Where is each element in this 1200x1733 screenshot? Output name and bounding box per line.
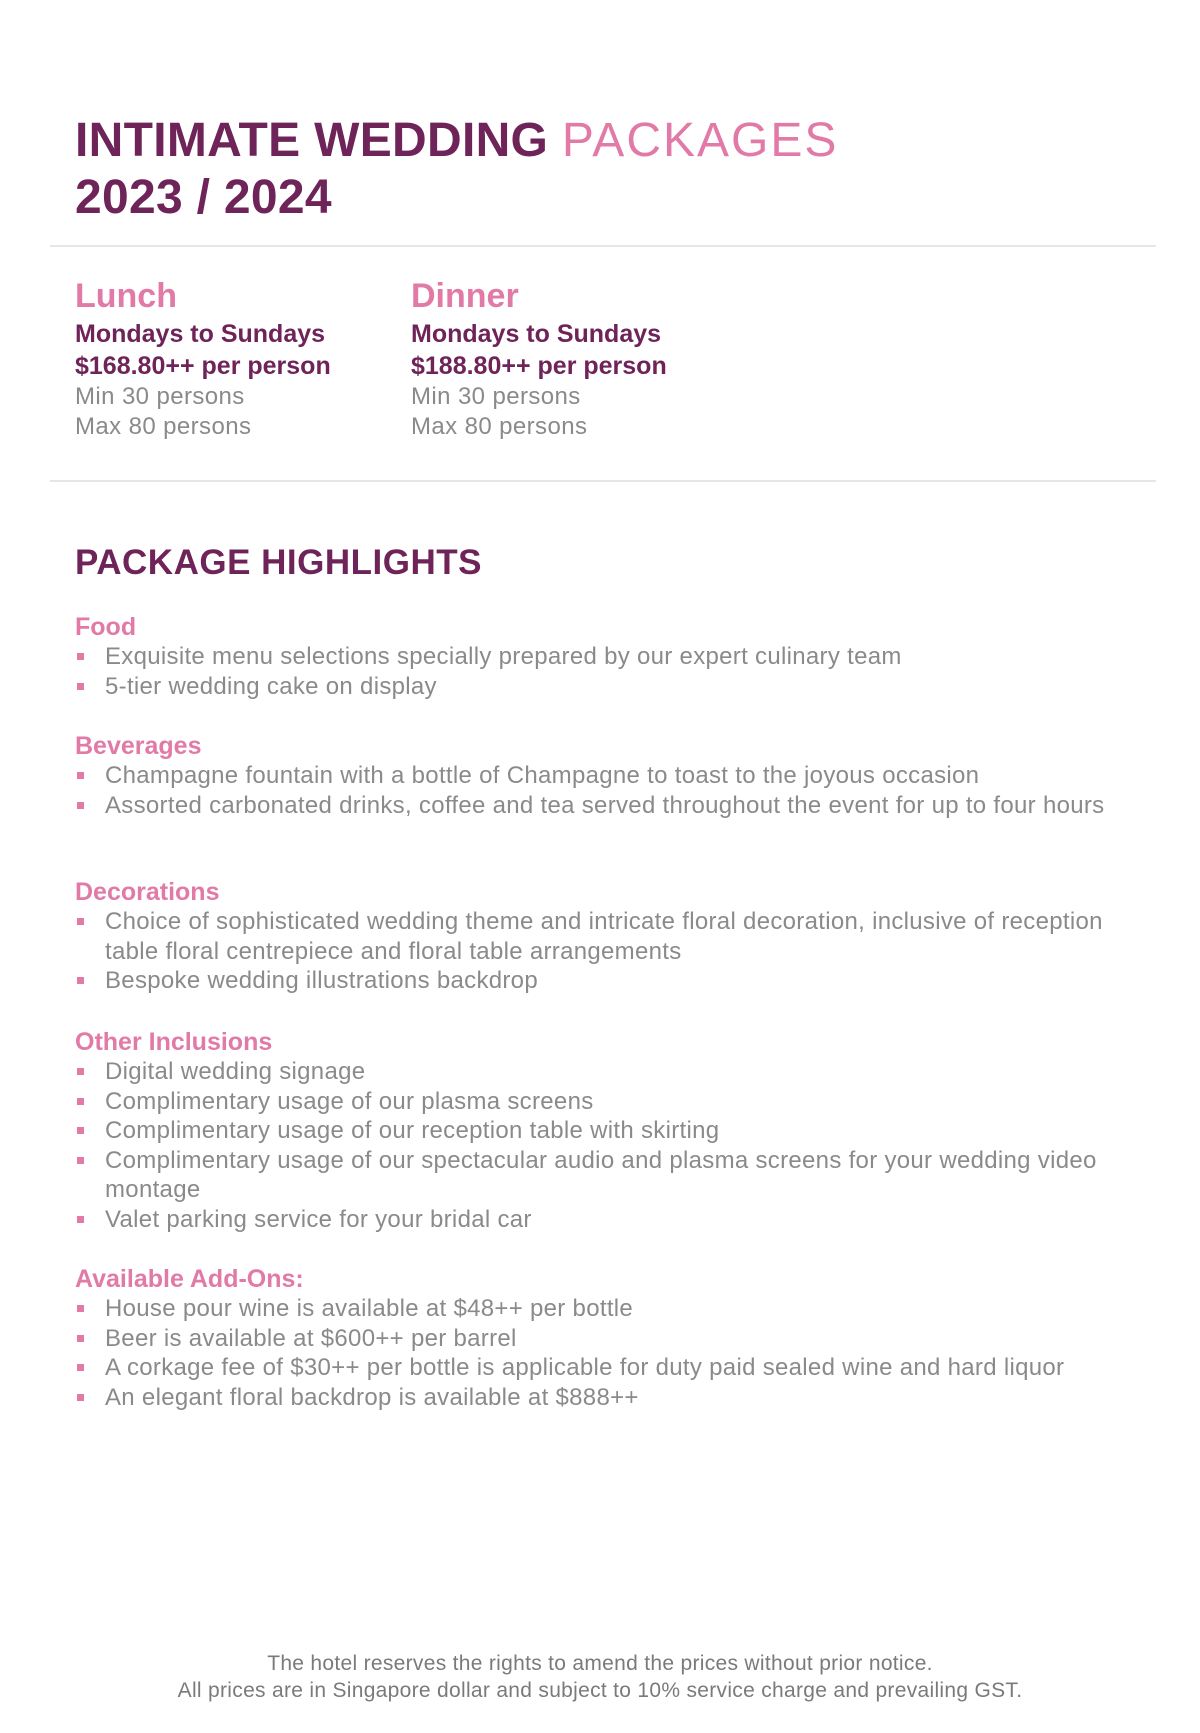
lunch-max: Max 80 persons xyxy=(75,413,252,440)
lunch-title: Lunch xyxy=(75,277,177,315)
highlights-title: PACKAGE HIGHLIGHTS xyxy=(75,543,482,582)
dinner-package xyxy=(411,274,741,442)
lunch-package xyxy=(75,274,405,442)
dinner-price: $188.80++ per person xyxy=(411,352,667,380)
section-decorations xyxy=(75,877,1155,996)
list-item-text: Digital wedding signage xyxy=(105,1058,366,1085)
section-food xyxy=(75,612,1155,701)
square-bullet-icon xyxy=(77,1335,84,1342)
square-bullet-icon xyxy=(77,1098,84,1105)
footer-notice: The hotel reserves the rights to amend the prices without prior notice. xyxy=(267,1652,933,1675)
square-bullet-icon xyxy=(77,1394,84,1401)
square-bullet-icon xyxy=(77,683,84,690)
square-bullet-icon xyxy=(77,977,84,984)
square-bullet-icon xyxy=(77,1364,84,1371)
dinner-title: Dinner xyxy=(411,277,519,315)
list-item-text: Beer is available at $600++ per barrel xyxy=(105,1324,517,1352)
list-item xyxy=(75,791,1155,821)
list-item xyxy=(75,1146,1155,1205)
bullet-list xyxy=(75,1294,1155,1412)
divider-top xyxy=(50,245,1156,247)
list-item xyxy=(75,1116,1155,1146)
lunch-days: Mondays to Sundays xyxy=(75,320,326,348)
title-years: 2023 / 2024 xyxy=(75,171,332,224)
bullet-list xyxy=(75,642,1155,701)
list-item-text: House pour wine is available at $48++ per bottle xyxy=(105,1295,634,1322)
list-item xyxy=(75,1205,1155,1235)
title-light: PACKAGES xyxy=(561,114,839,167)
section-title: Other Inclusions xyxy=(75,1028,273,1056)
list-item xyxy=(75,907,1155,966)
list-item-text: An elegant floral backdrop is available at $888++ xyxy=(105,1383,639,1411)
page-title xyxy=(75,112,838,226)
bullet-list xyxy=(75,1057,1155,1234)
list-item xyxy=(75,1383,1155,1413)
list-item-text: Exquisite menu selections specially prepared by our expert culinary team xyxy=(105,643,902,670)
square-bullet-icon xyxy=(77,772,84,779)
list-item xyxy=(75,1294,1155,1324)
list-item-text: Complimentary usage of our plasma screens xyxy=(105,1087,594,1115)
list-item-text: 5-tier wedding cake on display xyxy=(105,672,437,700)
list-item-text: Valet parking service for your bridal car xyxy=(105,1205,532,1233)
square-bullet-icon xyxy=(77,1068,84,1075)
section-title: Beverages xyxy=(75,732,202,760)
divider-middle xyxy=(50,480,1156,482)
section-title: Decorations xyxy=(75,878,220,906)
list-item xyxy=(75,642,1155,672)
dinner-max: Max 80 persons xyxy=(411,413,588,440)
list-item-text: Champagne fountain with a bottle of Champagne to toast to the joyous occasion xyxy=(105,762,980,789)
section-title: Food xyxy=(75,613,137,641)
lunch-price: $168.80++ per person xyxy=(75,352,331,380)
dinner-min: Min 30 persons xyxy=(411,383,581,410)
list-item-text: Bespoke wedding illustrations backdrop xyxy=(105,967,538,994)
lunch-min: Min 30 persons xyxy=(75,383,245,410)
square-bullet-icon xyxy=(77,1127,84,1134)
list-item xyxy=(75,1057,1155,1087)
list-item xyxy=(75,761,1155,791)
section-other-inclusions xyxy=(75,1027,1155,1234)
list-item xyxy=(75,966,1155,996)
list-item-text: Choice of sophisticated wedding theme and intricate floral decoration, inclusive of reception table floral centrepiece and floral table arrangements xyxy=(105,908,1103,965)
square-bullet-icon xyxy=(77,1305,84,1312)
list-item xyxy=(75,1324,1155,1354)
list-item-text: Complimentary usage of our reception table with skirting xyxy=(105,1117,720,1144)
dinner-days: Mondays to Sundays xyxy=(411,320,662,348)
title-bold: INTIMATE WEDDING xyxy=(75,114,549,167)
list-item-text: Complimentary usage of our spectacular audio and plasma screens for your wedding video montage xyxy=(105,1146,1097,1203)
square-bullet-icon xyxy=(77,918,84,925)
section-beverages xyxy=(75,731,1155,820)
bullet-list xyxy=(75,761,1155,820)
section-add-ons xyxy=(75,1264,1155,1412)
square-bullet-icon xyxy=(77,1157,84,1164)
square-bullet-icon xyxy=(77,1216,84,1223)
list-item-text: A corkage fee of $30++ per bottle is applicable for duty paid sealed wine and hard liquor xyxy=(105,1354,1065,1381)
square-bullet-icon xyxy=(77,802,84,809)
list-item xyxy=(75,672,1155,702)
list-item xyxy=(75,1087,1155,1117)
bullet-list xyxy=(75,907,1155,996)
square-bullet-icon xyxy=(77,653,84,660)
list-item-text: Assorted carbonated drinks, coffee and tea served throughout the event for up to four hours xyxy=(105,791,1105,819)
list-item xyxy=(75,1353,1155,1383)
section-title: Available Add-Ons: xyxy=(75,1265,304,1293)
footer-pricing-note: All prices are in Singapore dollar and subject to 10% service charge and prevailing GST. xyxy=(177,1679,1023,1702)
